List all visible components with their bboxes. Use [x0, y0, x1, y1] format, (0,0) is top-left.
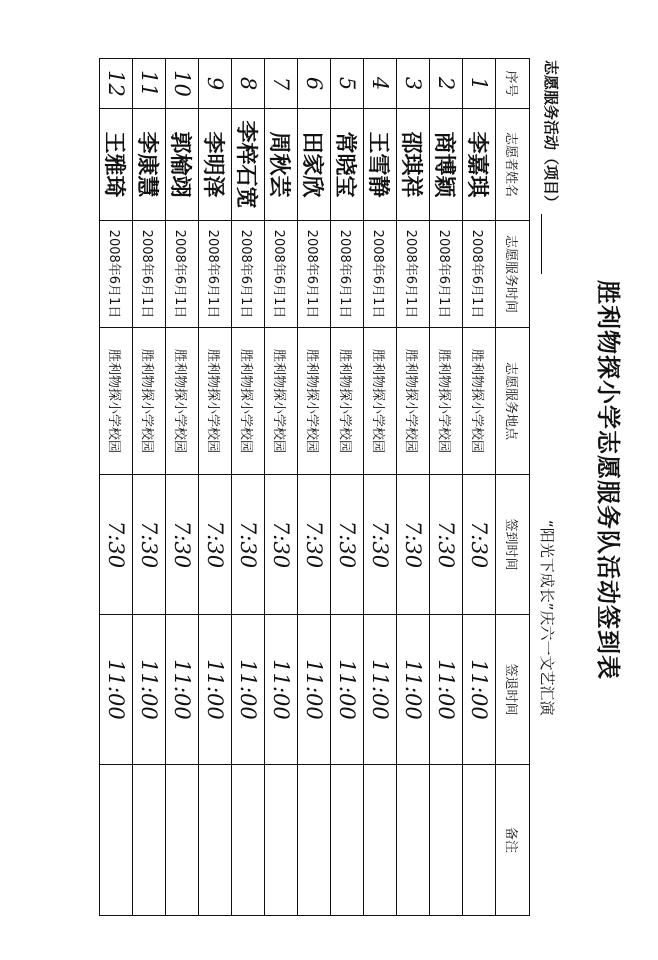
cell-note [364, 765, 397, 916]
cell-service-place: 胜利物探小学校园 [430, 328, 463, 475]
table-row [463, 59, 496, 916]
cell-note [397, 765, 430, 916]
table-row [265, 59, 298, 916]
table-row [199, 59, 232, 916]
table-header-row [496, 59, 530, 916]
header-service-place: 志愿服务地点 [496, 328, 530, 475]
cell-index: 6 [298, 59, 331, 109]
cell-volunteer-name: 李嘉琪 [463, 109, 496, 221]
table-row [430, 59, 463, 916]
sign-in-table [99, 58, 530, 916]
cell-note [298, 765, 331, 916]
cell-service-place: 胜利物探小学校园 [133, 328, 166, 475]
cell-volunteer-name: 王雪静 [364, 109, 397, 221]
cell-volunteer-name: 李梓石宽 [232, 109, 265, 221]
cell-service-place: 胜利物探小学校园 [265, 328, 298, 475]
cell-sign-out-time: 11:00 [298, 615, 331, 765]
cell-sign-in-time: 7:30 [166, 475, 199, 615]
cell-service-date: 2008年6月1日 [265, 221, 298, 328]
cell-sign-in-time: 7:30 [100, 475, 133, 615]
cell-sign-out-time: 11:00 [331, 615, 364, 765]
cell-sign-out-time: 11:00 [430, 615, 463, 765]
activity-label-line [541, 60, 562, 274]
document-title: 胜利物探小学志愿服务队活动签到表 [594, 280, 622, 680]
cell-index: 2 [430, 59, 463, 109]
table-row [232, 59, 265, 916]
header-service-time: 志愿服务时间 [496, 221, 530, 328]
cell-sign-in-time: 7:30 [397, 475, 430, 615]
cell-service-date: 2008年6月1日 [331, 221, 364, 328]
cell-volunteer-name: 常晓宝 [331, 109, 364, 221]
cell-note [133, 765, 166, 916]
cell-service-date: 2008年6月1日 [397, 221, 430, 328]
cell-note [430, 765, 463, 916]
cell-volunteer-name: 邵琪祥 [397, 109, 430, 221]
cell-volunteer-name: 商博颖 [430, 109, 463, 221]
cell-sign-in-time: 7:30 [199, 475, 232, 615]
table-row [364, 59, 397, 916]
cell-volunteer-name: 王雅琦 [100, 109, 133, 221]
cell-index: 8 [232, 59, 265, 109]
cell-service-date: 2008年6月1日 [364, 221, 397, 328]
cell-sign-out-time: 11:00 [100, 615, 133, 765]
table-row [133, 59, 166, 916]
cell-index: 3 [397, 59, 430, 109]
header-name: 志愿者姓名 [496, 109, 530, 221]
cell-sign-in-time: 7:30 [463, 475, 496, 615]
cell-sign-out-time: 11:00 [364, 615, 397, 765]
cell-volunteer-name: 周秋芸 [265, 109, 298, 221]
cell-service-date: 2008年6月1日 [232, 221, 265, 328]
activity-underline [541, 214, 556, 274]
header-index: 序号 [496, 59, 530, 109]
cell-sign-out-time: 11:00 [463, 615, 496, 765]
cell-sign-in-time: 7:30 [298, 475, 331, 615]
cell-sign-out-time: 11:00 [397, 615, 430, 765]
cell-service-place: 胜利物探小学校园 [364, 328, 397, 475]
table-row [298, 59, 331, 916]
cell-sign-out-time: 11:00 [133, 615, 166, 765]
cell-index: 4 [364, 59, 397, 109]
cell-service-date: 2008年6月1日 [298, 221, 331, 328]
activity-subtitle: “阳光下成长”庆六一文艺汇演 [538, 520, 556, 716]
cell-sign-in-time: 7:30 [331, 475, 364, 615]
cell-service-date: 2008年6月1日 [100, 221, 133, 328]
cell-service-place: 胜利物探小学校园 [166, 328, 199, 475]
cell-service-place: 胜利物探小学校园 [100, 328, 133, 475]
cell-service-date: 2008年6月1日 [463, 221, 496, 328]
cell-service-place: 胜利物探小学校园 [232, 328, 265, 475]
cell-note [331, 765, 364, 916]
cell-service-place: 胜利物探小学校园 [397, 328, 430, 475]
cell-index: 12 [100, 59, 133, 109]
cell-sign-in-time: 7:30 [364, 475, 397, 615]
header-sign-out: 签退时间 [496, 615, 530, 765]
cell-service-date: 2008年6月1日 [166, 221, 199, 328]
header-sign-in: 签到时间 [496, 475, 530, 615]
cell-note [166, 765, 199, 916]
header-note: 备注 [496, 765, 530, 916]
table-row [397, 59, 430, 916]
table-row [166, 59, 199, 916]
cell-index: 9 [199, 59, 232, 109]
cell-sign-out-time: 11:00 [265, 615, 298, 765]
cell-index: 10 [166, 59, 199, 109]
table-row [331, 59, 364, 916]
cell-index: 5 [331, 59, 364, 109]
cell-sign-in-time: 7:30 [265, 475, 298, 615]
cell-index: 1 [463, 59, 496, 109]
cell-volunteer-name: 李明泽 [199, 109, 232, 221]
cell-sign-out-time: 11:00 [232, 615, 265, 765]
cell-service-place: 胜利物探小学校园 [331, 328, 364, 475]
cell-sign-in-time: 7:30 [133, 475, 166, 615]
cell-sign-in-time: 7:30 [430, 475, 463, 615]
cell-sign-in-time: 7:30 [232, 475, 265, 615]
cell-note [265, 765, 298, 916]
cell-service-place: 胜利物探小学校园 [298, 328, 331, 475]
cell-volunteer-name: 田家欣 [298, 109, 331, 221]
cell-service-date: 2008年6月1日 [133, 221, 166, 328]
cell-volunteer-name: 郭榆翊 [166, 109, 199, 221]
cell-note [100, 765, 133, 916]
cell-index: 11 [133, 59, 166, 109]
cell-service-place: 胜利物探小学校园 [463, 328, 496, 475]
cell-volunteer-name: 李康慧 [133, 109, 166, 221]
cell-note [232, 765, 265, 916]
cell-index: 7 [265, 59, 298, 109]
activity-label: 志愿服务活动（项目） [542, 60, 560, 211]
cell-note [463, 765, 496, 916]
cell-service-date: 2008年6月1日 [199, 221, 232, 328]
cell-sign-out-time: 11:00 [166, 615, 199, 765]
table-row [100, 59, 133, 916]
cell-service-place: 胜利物探小学校园 [199, 328, 232, 475]
cell-sign-out-time: 11:00 [199, 615, 232, 765]
cell-service-date: 2008年6月1日 [430, 221, 463, 328]
cell-note [199, 765, 232, 916]
